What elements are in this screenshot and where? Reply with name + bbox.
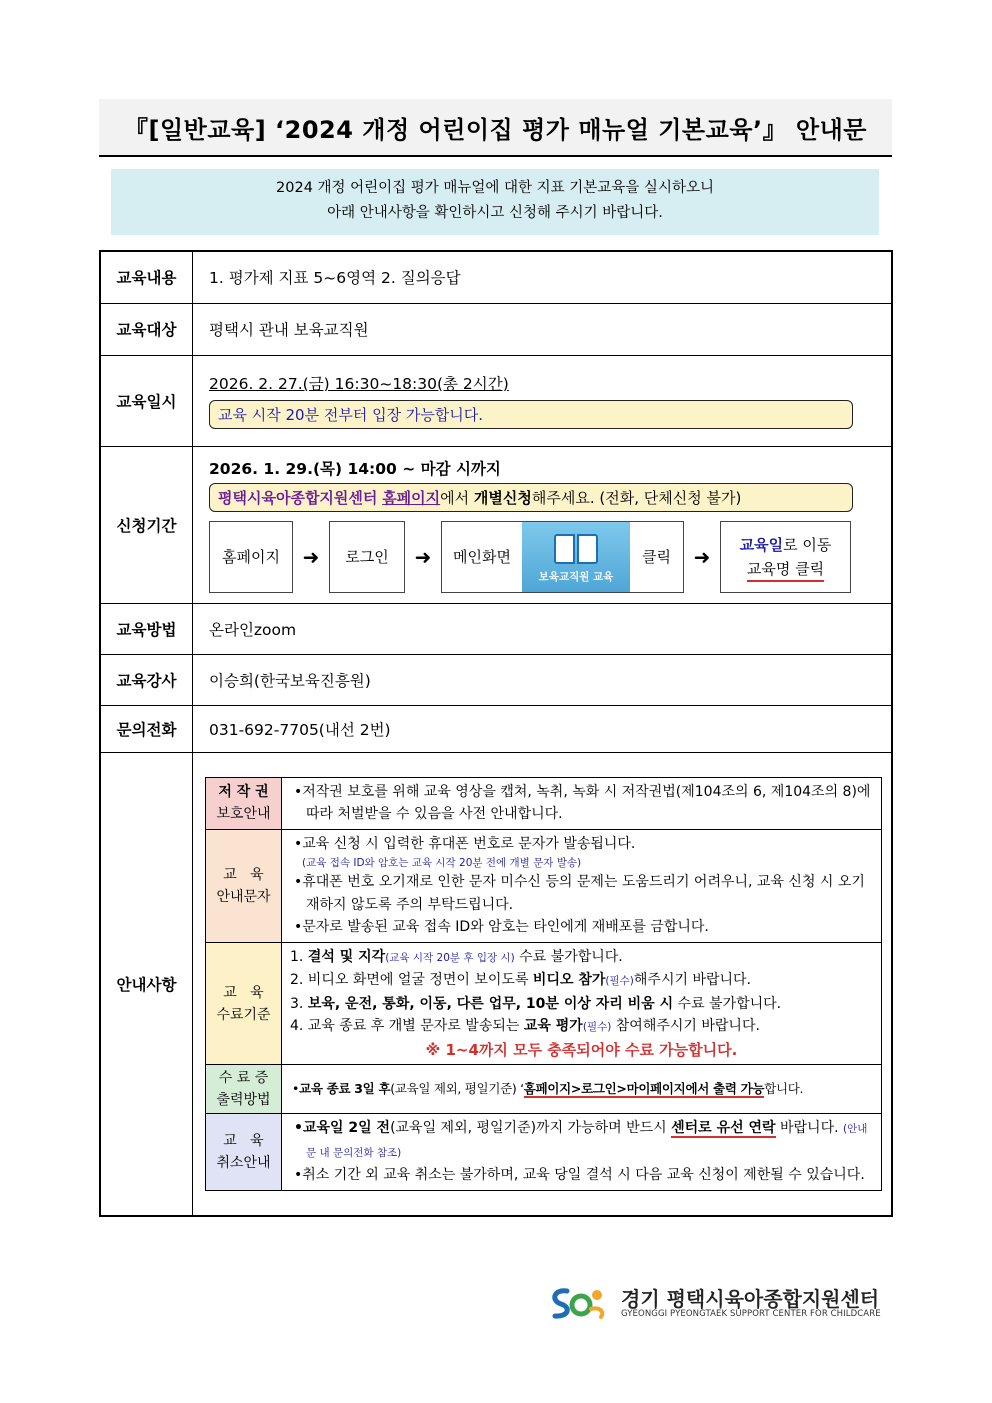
- certificate-bold-1: 교육 종료 3일 후: [299, 1081, 391, 1096]
- arrow-right-icon: ➜: [693, 544, 711, 569]
- label-contact: 문의전화: [100, 705, 193, 752]
- item-4-small: (필수): [582, 1021, 612, 1034]
- apply-steps: [209, 521, 891, 593]
- apply-note: [209, 483, 853, 512]
- notice-cancel: [206, 1114, 882, 1191]
- individual-apply: 개별신청: [473, 488, 532, 507]
- item-1-bold: 결석 및 지각: [307, 948, 386, 965]
- document-title: [99, 99, 892, 157]
- label-content: 교육내용: [100, 251, 193, 303]
- row-notice: [100, 752, 892, 1216]
- cancel-label-2: 취소안내: [216, 1155, 271, 1171]
- completion-item-1: [290, 946, 873, 970]
- certificate-mid: (교육일 제외, 평일기준) ‘: [390, 1081, 524, 1096]
- sms-label-1: 교 육: [223, 866, 264, 883]
- move-label: 로 이동: [783, 535, 832, 554]
- arrow-right-icon: ➜: [302, 544, 320, 569]
- cancel-small: (안내문 내 문의전화 참조): [306, 1123, 868, 1159]
- label-method: 교육방법: [100, 603, 193, 654]
- completion-label-2: 수료기준: [216, 1006, 271, 1023]
- item-4-bold: 교육 평가: [523, 1018, 583, 1035]
- datetime-value: 2026. 2. 27.(금) 16:30~18:30(총 2시간): [209, 375, 509, 393]
- center-name: 평택시육아종합지원센터: [218, 488, 378, 507]
- notice-table: [205, 777, 882, 1191]
- row-datetime: [100, 355, 892, 446]
- row-content: [100, 251, 892, 303]
- notice-sms: [206, 829, 882, 942]
- completion-item-4: [290, 1015, 873, 1039]
- value-content: 1. 평가제 지표 5~6영역 2. 질의응답: [193, 251, 893, 303]
- certificate-path: 홈페이지>로그인>마이페이지에서 출력 가능: [523, 1081, 765, 1096]
- sms-bullet-3: •문자로 발송된 교육 접속 ID와 암호는 타인에게 재배포를 금합니다.: [294, 919, 709, 936]
- apply-note-end: 해주세요. (전화, 단체신청 불가): [531, 488, 742, 507]
- homepage-link[interactable]: 홈페이지: [382, 488, 441, 507]
- intro-box: [111, 169, 879, 235]
- item-3-bold: 보육, 운전, 통화, 이동, 다른 업무, 10분 이상 자리 비움 시: [307, 995, 674, 1012]
- item-2-post: 해주시기 바랍니다.: [633, 972, 751, 989]
- copyright-text: •저작권 보호를 위해 교육 영상을 캡쳐, 녹취, 녹화 시 저작권법(제104조의 6, 제104조의 8)에 따라 처벌받을 수 있음을 사전 안내합니다.: [294, 783, 871, 823]
- notice-completion: [206, 942, 882, 1065]
- value-target: 평택시 관내 보육교직원: [193, 303, 893, 355]
- edu-name-click: 교육명 클릭: [747, 558, 824, 582]
- completion-item-3: [290, 993, 873, 1016]
- value-contact: 031-692-7705(내선 2번): [193, 705, 893, 752]
- step-login: 로그인: [329, 521, 405, 593]
- datetime-note: 교육 시작 20분 전부터 입장 가능합니다.: [209, 400, 853, 429]
- certificate-label-1: 수 료 증: [218, 1070, 269, 1087]
- copyright-label-1: 저 작 권: [218, 784, 269, 801]
- info-table: [99, 250, 893, 1217]
- step-homepage: 홈페이지: [209, 521, 293, 593]
- certificate-end: 합니다.: [764, 1081, 804, 1096]
- banner-label: 보육교직원 교육: [538, 570, 614, 583]
- label-notice: 안내사항: [100, 752, 193, 1216]
- item-3-post: 수료 불가합니다.: [673, 995, 782, 1012]
- intro-line-2: 아래 안내사항을 확인하시고 신청해 주시기 바랍니다.: [327, 205, 663, 221]
- item-2-small: (필수): [605, 975, 634, 988]
- sms-bullet-1-small: (교육 접속 ID와 암호는 교육 시작 20분 전에 개별 문자 발송): [302, 857, 582, 870]
- cancel-mid: (교육일 제외, 평일기준)까지 가능하며 반드시: [390, 1120, 672, 1137]
- label-datetime: 교육일시: [100, 355, 193, 446]
- apply-period: 2026. 1. 29.(목) 14:00 ~ 마감 시까지: [209, 459, 501, 478]
- row-method: [100, 603, 892, 654]
- label-apply: 신청기간: [100, 446, 193, 603]
- sms-bullet-1: •교육 신청 시 입력한 휴대폰 번호로 문자가 발송됩니다.: [294, 835, 636, 852]
- footer-english-name: GYEONGGI PYEONGTAEK SUPPORT CENTER FOR CHILDCARE: [621, 1309, 881, 1319]
- item-1-num: 1.: [290, 948, 308, 965]
- step-click: 클릭: [642, 548, 671, 566]
- arrow-right-icon: ➜: [414, 544, 432, 569]
- cancel-bullet-1: [292, 1117, 873, 1164]
- row-contact: [100, 705, 892, 752]
- copyright-label-2: 보호안내: [216, 806, 271, 823]
- item-1-post: 수료 불가합니다.: [514, 948, 623, 965]
- step-main-label: 메인화면: [453, 548, 511, 566]
- item-3-num: 3.: [290, 995, 308, 1012]
- step-edu-day: [720, 521, 851, 593]
- cancel-contact-center: 센터로 유선 연락: [671, 1120, 776, 1137]
- title-text: 『[일반교육] ‘2024 개정 어린이집 평가 매뉴얼 기본교육’』 안내문: [123, 115, 867, 144]
- cancel-end: 바랍니다.: [775, 1120, 843, 1137]
- item-2-bold: 비디오 참가: [532, 972, 606, 989]
- certificate-label-2: 출력방법: [216, 1092, 271, 1109]
- footer-logo-block: [547, 1283, 892, 1323]
- item-4-post: 참여해주시기 바랍니다.: [611, 1018, 760, 1035]
- sms-label-2: 안내문자: [216, 888, 271, 905]
- center-logo-icon: [547, 1283, 611, 1323]
- book-icon: [553, 530, 599, 566]
- cancel-label-1: 교 육: [223, 1133, 264, 1149]
- notice-certificate: [206, 1065, 882, 1114]
- label-lecturer: 교육강사: [100, 654, 193, 705]
- completion-label-1: 교 육: [223, 984, 264, 1001]
- apply-note-mid: 에서: [440, 488, 474, 507]
- footer-center-name: 경기 평택시육아종합지원센터: [621, 1287, 880, 1311]
- notice-copyright: [206, 777, 882, 829]
- item-2-pre: 2. 비디오 화면에 얼굴 정면이 보이도록: [290, 972, 533, 989]
- item-4-pre: 4. 교육 종료 후 개별 문자로 발송되는: [290, 1018, 524, 1035]
- item-1-small: (교육 시작 20분 후 입장 시): [385, 951, 515, 964]
- label-target: 교육대상: [100, 303, 193, 355]
- row-target: [100, 303, 892, 355]
- value-lecturer: 이승희(한국보육진흥원): [193, 654, 893, 705]
- value-method: 온라인zoom: [193, 603, 893, 654]
- completion-warning: ※ 1~4까지 모두 충족되어야 수료 가능합니다.: [425, 1040, 738, 1059]
- completion-item-2: [290, 969, 873, 993]
- row-lecturer: [100, 654, 892, 705]
- certificate-bullet: •: [292, 1081, 300, 1096]
- row-apply: [100, 446, 892, 603]
- staff-education-banner[interactable]: [522, 522, 630, 592]
- intro-line-1: 2024 개정 어린이집 평가 매뉴얼에 대한 지표 기본교육을 실시하오니: [276, 180, 714, 196]
- cancel-bold: •교육일 2일 전: [294, 1120, 391, 1137]
- step-main: [441, 521, 684, 593]
- sms-bullet-2: •휴대폰 번호 오기재로 인한 문자 미수신 등의 문제는 도움드리기 어려우니, 교육 신청 시 오기재하지 않도록 주의 부탁드립니다.: [294, 874, 865, 913]
- edu-day-label: 교육일: [739, 535, 784, 554]
- cancel-bullet-2: •취소 기간 외 교육 취소는 불가하며, 교육 당일 결석 시 다음 교육 신청이 제한될 수 있습니다.: [294, 1167, 865, 1184]
